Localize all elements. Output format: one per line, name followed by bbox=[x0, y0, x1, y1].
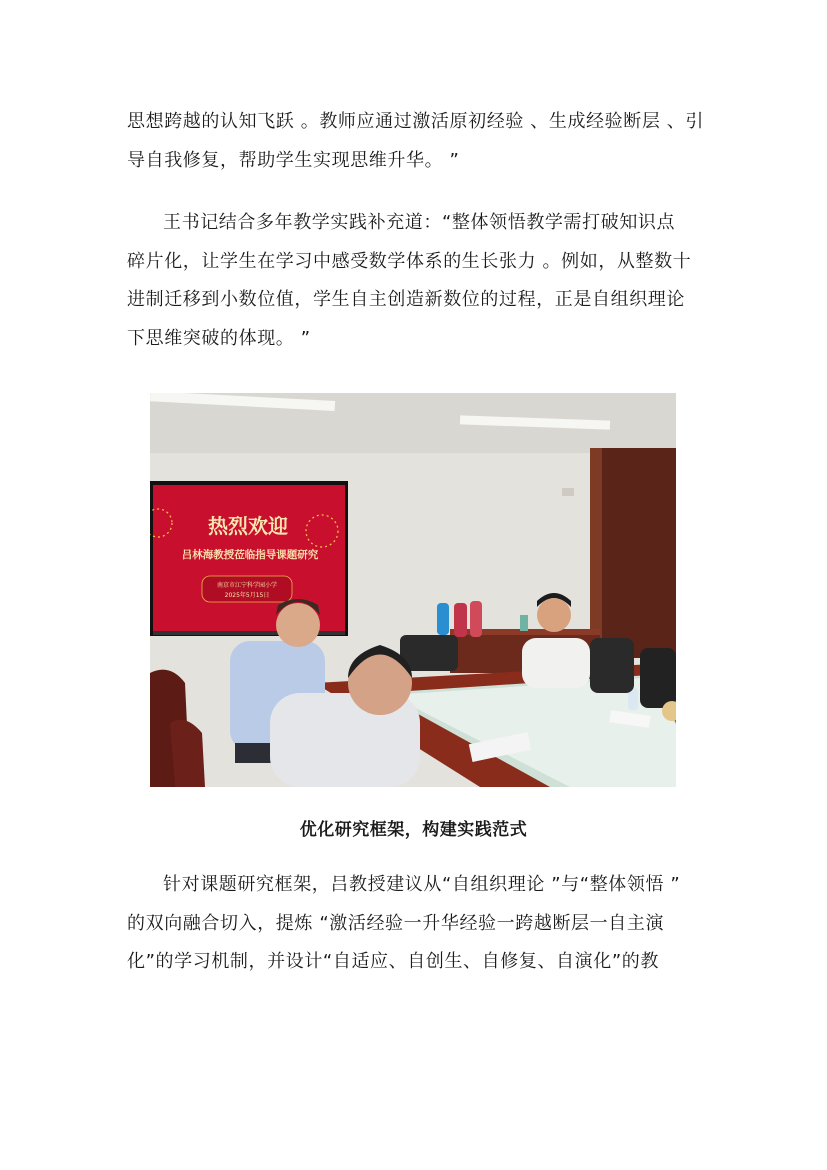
paragraph-2 bbox=[127, 204, 707, 358]
paragraph-line: 碎片化，让学生在学习中感受数学体系的生长张力 。例如，从整数十 bbox=[127, 250, 692, 272]
banner-subtitle: 吕林海教授莅临指导课题研究 bbox=[181, 549, 319, 561]
paragraph-line: 的双向融合切入，提炼 “激活经验一升华经验一跨越断层一自主演 bbox=[127, 912, 665, 934]
paragraph-line: 下思维突破的体现。 ” bbox=[127, 327, 311, 349]
meeting-photo bbox=[150, 393, 676, 787]
paragraph-line: 王书记结合多年教学实践补充道：“整体领悟教学需打破知识点 bbox=[163, 212, 676, 233]
banner-date: 2025年5月15日 bbox=[224, 592, 270, 599]
paragraph-3 bbox=[127, 866, 707, 982]
paragraph-line: 导自我修复，帮助学生实现思维升华。 ” bbox=[127, 149, 460, 171]
paragraph-line: 思想跨越的认知飞跃 。教师应通过激活原初经验 、生成经验断层 、引 bbox=[127, 111, 704, 132]
paragraph-1 bbox=[127, 103, 707, 180]
paragraph-line: 针对课题研究框架，吕教授建议从“自组织理论 ”与“整体领悟 ” bbox=[163, 874, 681, 895]
banner-title: 热烈欢迎 bbox=[208, 514, 288, 538]
paragraph-line: 进制迁移到小数位值，学生自主创造新数位的过程，正是自组织理论 bbox=[127, 289, 685, 310]
banner-school: 南京市江宁科学园小学 bbox=[216, 582, 278, 589]
paragraph-line: 化”的学习机制，并设计“自适应、自创生、自修复、自演化”的教 bbox=[127, 951, 659, 972]
section-heading: 优化研究框架，构建实践范式 bbox=[299, 820, 528, 840]
